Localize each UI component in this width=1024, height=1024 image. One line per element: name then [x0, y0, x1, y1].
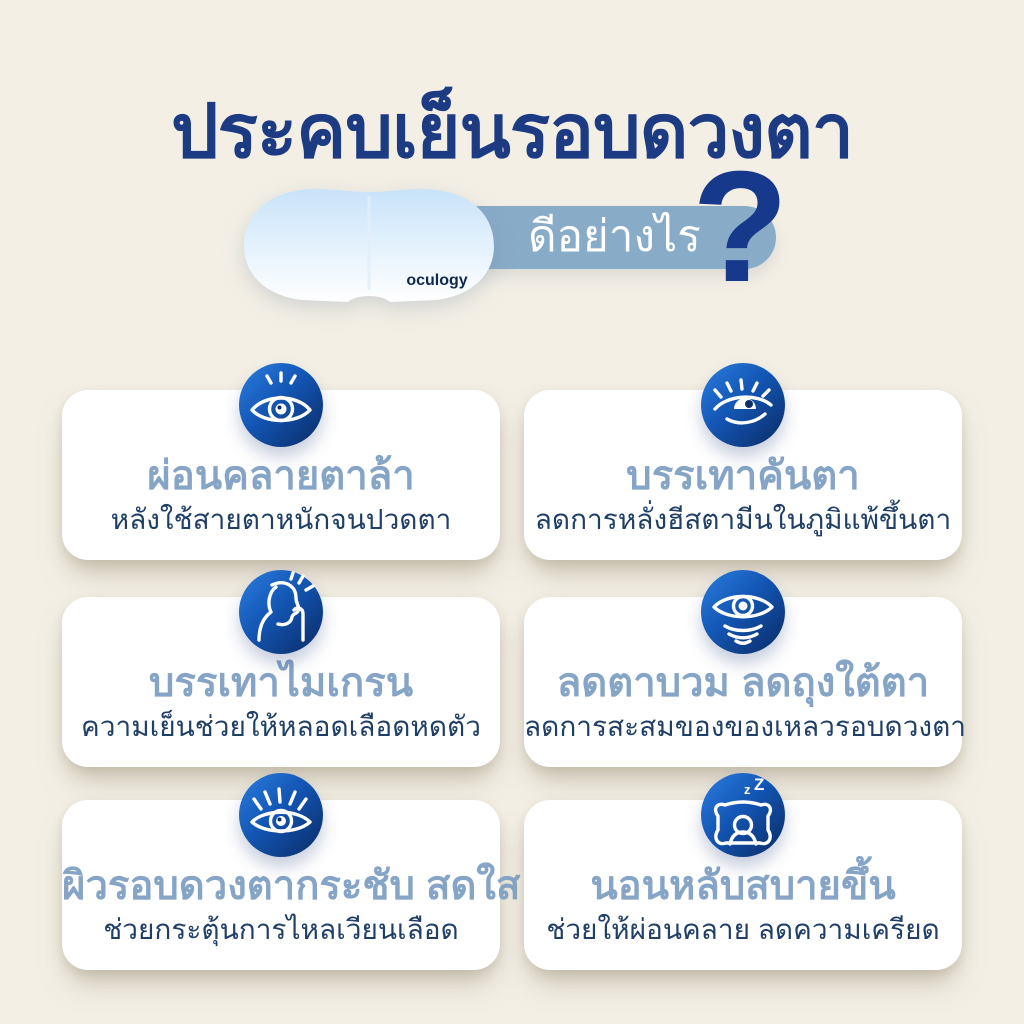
benefit-card-sleep	[524, 775, 962, 970]
puffy-eye-icon	[701, 570, 785, 654]
benefit-card-itchy-eyes	[524, 390, 962, 560]
benefit-title: ผิวรอบดวงตากระชับ สดใส	[62, 864, 521, 908]
benefit-title: ลดตาบวม ลดถุงใต้ตา	[556, 661, 930, 705]
benefit-description: ช่วยกระตุ้นการไหลเวียนเลือด	[103, 914, 459, 945]
product-brand-label: oculogy	[406, 272, 468, 289]
sleep-icon	[701, 773, 785, 857]
benefit-title: นอนหลับสบายขึ้น	[590, 864, 896, 908]
benefit-card-firm-skin	[62, 800, 521, 970]
benefit-title: บรรเทาไมเกรน	[148, 661, 414, 705]
benefit-title: บรรเทาคันตา	[626, 454, 860, 498]
question-banner-label: ดีอย่างไร	[528, 212, 701, 262]
itchy-eye-relief-icon	[701, 363, 785, 447]
page-title: ประคบเย็นรอบดวงตา	[171, 89, 853, 173]
migraine-relief-icon	[239, 570, 323, 654]
benefit-description: ช่วยให้ผ่อนคลาย ลดความเครียด	[546, 914, 940, 945]
bright-eye-icon	[239, 773, 323, 857]
benefit-card-relax-eyes	[62, 390, 500, 560]
benefit-description: ความเย็นช่วยให้หลอดเลือดหดตัว	[81, 711, 481, 742]
svg-text:Z: Z	[754, 775, 765, 794]
benefit-description: ลดการสะสมของของเหลวรอบดวงตา	[524, 711, 967, 742]
benefit-title: ผ่อนคลายตาล้า	[147, 454, 415, 498]
benefit-description: ลดการหลั่งฮีสตามีนในภูมิแพ้ขึ้นตา	[534, 504, 952, 535]
benefit-description: หลังใช้สายตาหนักจนปวดตา	[110, 504, 452, 535]
benefit-card-puffy-eyes	[524, 597, 967, 767]
question-mark: ?	[692, 139, 789, 315]
svg-text:z: z	[744, 782, 751, 797]
benefit-card-migraine	[62, 597, 500, 767]
relaxed-eye-icon	[239, 363, 323, 447]
eye-mask-product-image	[236, 182, 502, 308]
eye-mask-icon	[236, 182, 502, 308]
